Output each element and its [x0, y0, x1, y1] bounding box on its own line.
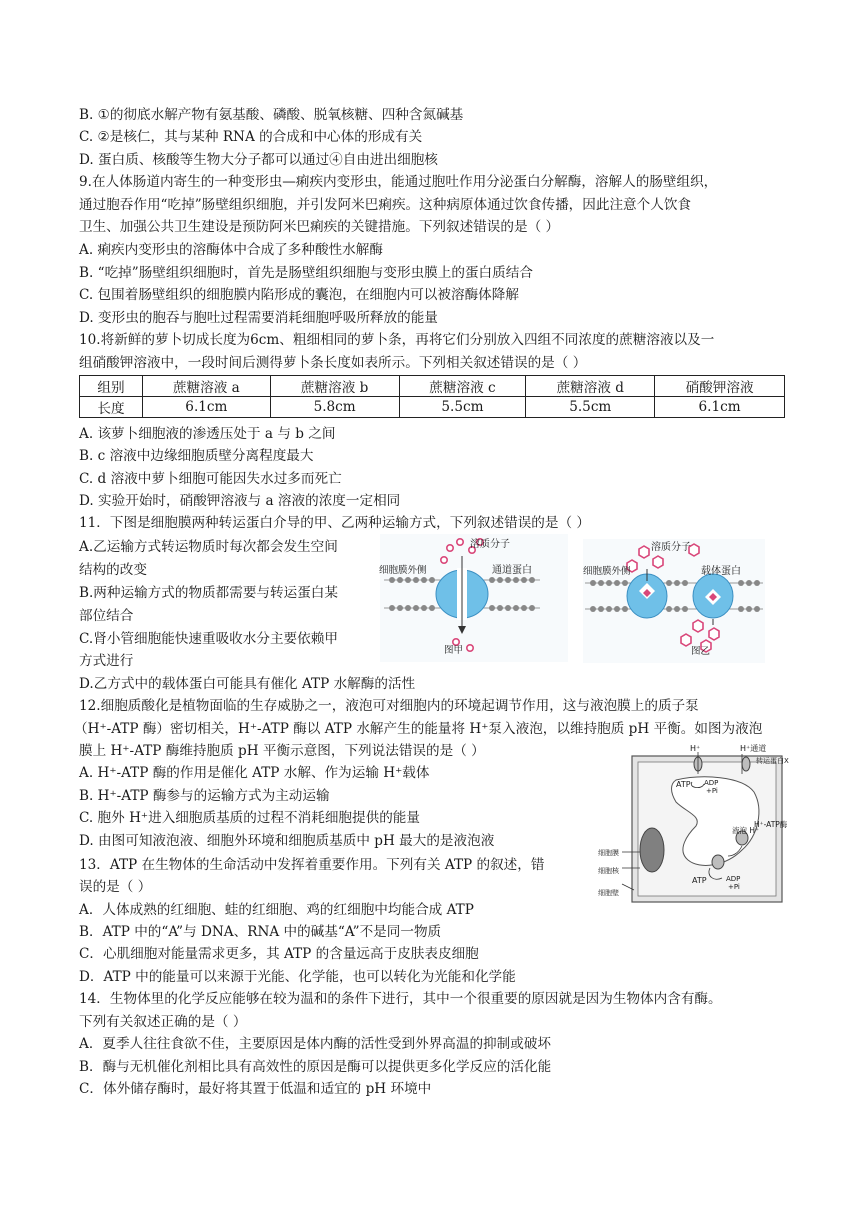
q12-stem-line1: 12.细胞质酸化是植物面临的生存威胁之一，液泡可对细胞内的环境起调节作用，这与液泡膜上的质子泵: [79, 698, 699, 714]
q14-option-b: B．酶与无机催化剂相比具有高效性的原因是酶可以提供更多化学反应的活化能: [79, 1059, 552, 1075]
q11-option-d: D.乙方式中的载体蛋白可能具有催化 ATP 水解酶的活性: [79, 676, 416, 692]
vac-h-label: H⁺: [690, 744, 701, 753]
q13-option-b: B．ATP 中的“A”与 DNA、RNA 中的碱基“A”不是同一物质: [79, 924, 442, 940]
vac-adp-label-bottom: ADP: [726, 875, 741, 883]
q9-option-c: C. 包围着肠壁组织的细胞膜内陷形成的囊泡，在细胞内可以被溶酶体降解: [79, 287, 519, 303]
q9-option-b: B. “吃掉”肠壁组织细胞时，首先是肠壁组织细胞与变形虫膜上的蛋白质结合: [79, 265, 533, 281]
q11-option-b-line2: 部位结合: [79, 608, 134, 624]
q8-option-c: C. ②是核仁，其与某种 RNA 的合成和中心体的形成有关: [79, 129, 423, 145]
q8-option-b: B. ①的彻底水解产物有氨基酸、磷酸、脱氧核糖、四种含氮碱基: [79, 107, 464, 123]
q10-stem-line1: 10.将新鲜的萝卜切成长度为6cm、粗细相同的萝卜条，再将它们分别放入四组不同浓度的蔗糖溶液以及一: [79, 332, 715, 348]
vac-membrane-label: 细胞膜: [598, 849, 619, 857]
q11-option-a-line1: A.乙运输方式转运物质时每次都会发生空间: [79, 539, 338, 555]
figB-solute-label: 溶质分子: [651, 542, 691, 553]
table-cell: 5.5cm: [526, 397, 655, 418]
figA-outside-label: 细胞膜外侧: [379, 565, 427, 576]
q11-option-a-line2: 结构的改变: [79, 562, 147, 578]
figB-protein-label: 载体蛋白: [701, 566, 741, 577]
q12-option-a: A. H⁺-ATP 酶的作用是催化 ATP 水解、作为运输 H⁺载体: [79, 765, 430, 781]
q10-option-d: D. 实验开始时，硝酸钾溶液与 a 溶液的浓度一定相同: [79, 493, 401, 509]
vac-pump-label: H⁺-ATP酶: [754, 820, 788, 829]
q13-option-c: C．心肌细胞对能量需求更多，其 ATP 的含量远高于皮肤表皮细胞: [79, 946, 479, 962]
table-header-cell: 蔗糖溶液 c: [399, 376, 526, 397]
vac-atp-label-bottom: ATP: [692, 876, 707, 885]
table-cell: 长度: [80, 397, 143, 418]
figA-caption: 图甲: [444, 645, 464, 656]
q10-option-a: A. 该萝卜细胞液的渗透压处于 a 与 b 之间: [79, 426, 336, 442]
q11-option-c-line1: C.肾小管细胞能快速重吸收水分主要依赖甲: [79, 631, 338, 647]
q14-option-c: C．体外储存酶时，最好将其置于低温和适宜的 pH 环境中: [79, 1081, 432, 1097]
q12-option-b: B. H⁺-ATP 酶参与的运输方式为主动运输: [79, 788, 330, 804]
q12-option-c: C. 胞外 H⁺进入细胞质基质的过程不消耗细胞提供的能量: [79, 810, 420, 826]
figure-vacuole-pump: [592, 740, 792, 910]
q12-option-d: D. 由图可知液泡液、细胞外环境和细胞质基质中 pH 最大的是液泡液: [79, 833, 495, 849]
vac-atp-label-top: ATP: [676, 780, 691, 789]
q14-option-a: A．夏季人往往食欲不佳，主要原因是体内酶的活性受到外界高温的抑制或破坏: [79, 1036, 552, 1052]
q10-length-table: [79, 375, 785, 418]
q9-stem-line3: 卫生、加强公共卫生建设是预防阿米巴痢疾的关键措施。下列叙述错误的是（ ）: [79, 219, 560, 235]
figA-protein-label: 通道蛋白: [492, 565, 532, 576]
q13-stem-line2: 误的是（ ）: [79, 879, 152, 895]
vac-nucleus-label: 细胞核: [598, 867, 619, 875]
figB-caption: 图乙: [691, 646, 711, 657]
table-header-cell: 硝酸钾溶液: [655, 376, 785, 397]
figure-channel-protein: [380, 534, 568, 662]
q13-stem-line1: 13．ATP 在生物体的生命活动中发挥着重要作用。下列有关 ATP 的叙述，错: [79, 857, 545, 873]
vac-h-channel-label: H⁺通道: [740, 744, 767, 753]
q11-option-b-line1: B.两种运输方式的物质都需要与转运蛋白某: [79, 585, 338, 601]
q8-option-d: D. 蛋白质、核酸等生物大分子都可以通过④自由进出细胞核: [79, 152, 438, 168]
table-header-cell: 蔗糖溶液 b: [270, 376, 399, 397]
table-header-cell: 蔗糖溶液 a: [143, 376, 271, 397]
table-header-row: [80, 376, 785, 397]
q11-option-c-line2: 方式进行: [79, 653, 134, 669]
q13-option-a: A．人体成熟的红细胞、蛙的红细胞、鸡的红细胞中均能合成 ATP: [79, 902, 474, 918]
table-cell: 5.8cm: [270, 397, 399, 418]
vac-pi-label-bottom: +Pi: [728, 883, 740, 891]
table-row: [80, 397, 785, 418]
table-cell: 6.1cm: [655, 397, 785, 418]
table-cell: 5.5cm: [399, 397, 526, 418]
q14-stem-line2: 下列有关叙述正确的是（ ）: [79, 1014, 247, 1030]
figA-solute-label: 溶质分子: [470, 539, 510, 550]
table-header-cell: 组别: [80, 376, 143, 397]
q9-stem-line2: 通过胞吞作用“吃掉”肠壁组织细胞，并引发阿米巴痢疾。这种病原体通过饮食传播，因此注意个人饮食: [79, 197, 692, 213]
vac-protein-x-label: 转运蛋白X: [756, 757, 789, 765]
table-header-cell: 蔗糖溶液 d: [526, 376, 655, 397]
figB-outside-label: 细胞膜外侧: [583, 566, 631, 577]
vac-wall-label: 细胞壁: [598, 889, 619, 897]
q14-stem-line1: 14．生物体里的化学反应能够在较为温和的条件下进行，其中一个很重要的原因就是因为生物体内含有酶。: [79, 991, 722, 1007]
vac-pi-label-top: +Pi: [706, 787, 718, 795]
q10-stem-line2: 组硝酸钾溶液中，一段时间后测得萝卜条长度如表所示。下列相关叙述错误的是（ ）: [79, 355, 587, 371]
q10-option-c: C. d 溶液中萝卜细胞可能因失水过多而死亡: [79, 471, 342, 487]
q11-stem: 11．下图是细胞膜两种转运蛋白介导的甲、乙两种运输方式，下列叙述错误的是（ ）: [79, 515, 590, 531]
q9-option-d: D. 变形虫的胞吞与胞吐过程需要消耗细胞呼吸所释放的能量: [79, 310, 438, 326]
figure-carrier-protein: [583, 539, 765, 663]
q12-stem-line2: （H⁺-ATP 酶）密切相关，H⁺-ATP 酶以 ATP 水解产生的能量将 H⁺泵入液泡，以维持胞质 pH 平衡。如图为液泡: [74, 721, 763, 737]
q9-stem-line1: 9.在人体肠道内寄生的一种变形虫—痢疾内变形虫，能通过胞吐作用分泌蛋白分解酶，溶解人的肠壁组织，: [79, 174, 718, 190]
q12-stem-line3: 膜上 H⁺-ATP 酶维持胞质 pH 平衡示意图，下列说法错误的是（ ）: [79, 743, 485, 759]
vac-adp-label-top: ADP: [704, 779, 719, 787]
q10-option-b: B. c 溶液中边缘细胞质壁分离程度最大: [79, 448, 314, 464]
q13-option-d: D．ATP 中的能量可以来源于光能、化学能，也可以转化为光能和化学能: [79, 969, 516, 985]
q9-option-a: A. 痢疾内变形虫的溶酶体中合成了多种酸性水解酶: [79, 242, 383, 258]
table-cell: 6.1cm: [143, 397, 271, 418]
vac-vacuole-h-label: 液泡 H⁺: [732, 826, 759, 835]
